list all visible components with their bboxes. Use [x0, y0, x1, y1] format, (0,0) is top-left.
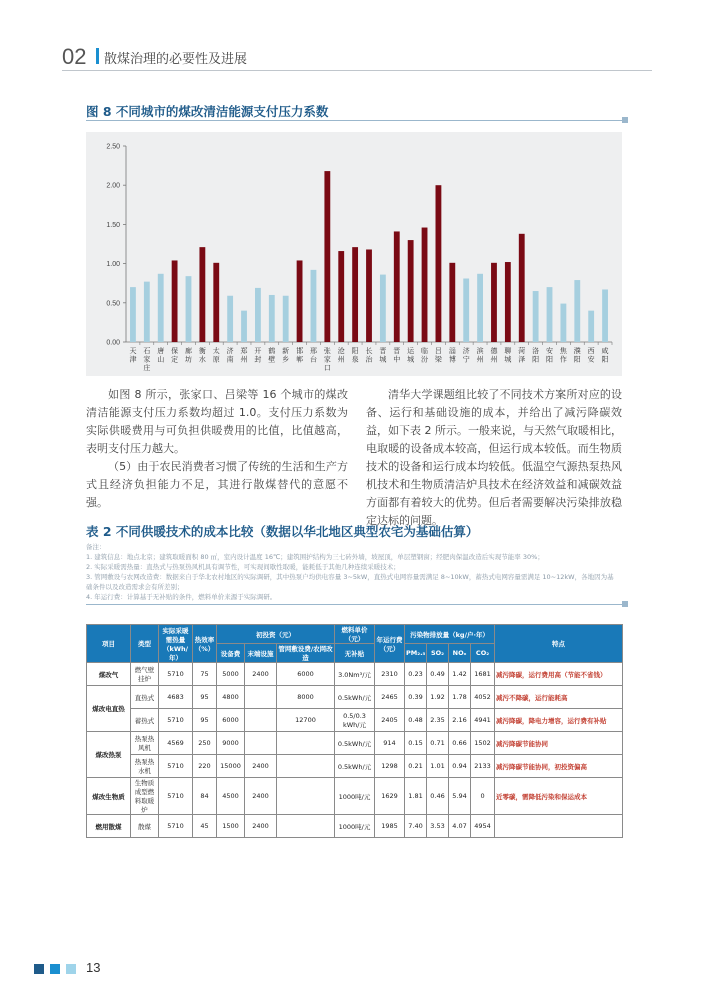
cell-type: 燃气壁挂炉 — [131, 663, 159, 686]
table-row — [87, 686, 623, 709]
cell-heat: 5710 — [159, 709, 193, 732]
header-so2: SO₂ — [427, 644, 449, 663]
cell-item: 煤改电直热 — [87, 686, 131, 732]
x-tick-label: 洛阳 — [532, 347, 540, 364]
section-number: 02 — [62, 44, 87, 69]
figure-title: 图 8 不同城市的煤改清洁能源支付压力系数 — [86, 104, 329, 119]
cost-comparison-table-wrap — [86, 624, 622, 860]
header-nox: NOₓ — [449, 644, 471, 663]
x-tick-label: 张家口 — [323, 347, 331, 372]
x-tick-label: 邢台 — [309, 347, 317, 364]
bar — [602, 289, 608, 342]
cell-grid: 12700 — [277, 709, 335, 732]
cell-co2: 4052 — [471, 686, 495, 709]
cell-equipment: 4800 — [217, 686, 245, 709]
cell-efficiency: 75 — [193, 663, 217, 686]
cell-pm25: 7.40 — [405, 815, 427, 838]
cell-end-facility: 2400 — [245, 663, 277, 686]
bar — [324, 171, 330, 342]
table-row — [87, 709, 623, 732]
cell-fuel-price: 1000吨/元 — [335, 778, 375, 815]
section-title: 散煤治理的必要性及进展 — [104, 52, 248, 67]
cell-efficiency: 250 — [193, 732, 217, 755]
header-item: 项目 — [87, 625, 131, 663]
x-tick-label: 新乡 — [282, 347, 290, 364]
cell-annual-cost: 914 — [375, 732, 405, 755]
bar — [130, 287, 136, 342]
cell-fuel-price: 0.5kWh/元 — [335, 686, 375, 709]
bar — [186, 276, 192, 342]
bar — [519, 234, 525, 342]
x-tick-label: 济宁 — [462, 347, 470, 364]
cell-grid: 6000 — [277, 663, 335, 686]
cell-pm25: 0.23 — [405, 663, 427, 686]
cell-grid — [277, 815, 335, 838]
x-tick-label: 石家庄 — [143, 347, 151, 372]
bar — [588, 311, 594, 342]
bar — [491, 263, 497, 342]
cell-efficiency: 220 — [193, 755, 217, 778]
cell-features: 减污降碳，降电力增容，运行费有补贴 — [495, 709, 623, 732]
x-tick-label: 滨州 — [476, 347, 484, 364]
x-tick-label: 焦作 — [559, 347, 567, 364]
table-note: 3. 管网敷设与农网改造费：数据来自于华北农村地区的实际调研，其中热泵户均供电容量 3~5kW，直热式电网容量需满足 8~10kW，蓄热式电网容量需满足 10~12kW，各地因为基础条件以及改造需求会有所差别； — [86, 573, 614, 591]
x-tick-label: 太原 — [212, 347, 220, 364]
x-tick-label: 晋城 — [379, 347, 387, 364]
header-heat-demand: 实际采暖需热量（kWh/年） — [159, 625, 193, 663]
cell-end-facility — [245, 732, 277, 755]
cell-pm25: 0.39 — [405, 686, 427, 709]
cell-co2: 4941 — [471, 709, 495, 732]
cell-so2: 1.92 — [427, 686, 449, 709]
page-number: 13 — [86, 960, 101, 975]
x-tick-label: 廊坊 — [184, 347, 192, 364]
cell-pm25: 1.81 — [405, 778, 427, 815]
x-tick-label: 安阳 — [546, 347, 554, 364]
header-end-facility: 末端设施 — [245, 644, 277, 663]
x-tick-label: 吕梁 — [434, 347, 442, 364]
cell-equipment: 6000 — [217, 709, 245, 732]
cell-pm25: 0.21 — [405, 755, 427, 778]
cell-end-facility — [245, 709, 277, 732]
header-type: 类型 — [131, 625, 159, 663]
cell-annual-cost: 2310 — [375, 663, 405, 686]
bar-chart — [86, 132, 622, 376]
x-tick-label: 咸阳 — [601, 347, 609, 364]
paragraph-figure-description: 如图 8 所示，张家口、吕梁等 16 个城市的煤改清洁能源支付压力系数均超过 1.0。支付压力系数为实际供暖费用与可负担供暖费用的比值，比值越高，表明支付压力越大。 — [86, 388, 348, 455]
bar — [366, 249, 372, 342]
y-tick-label: 2.50 — [106, 143, 120, 151]
x-tick-label: 菏泽 — [518, 347, 526, 364]
footer-square-mid — [50, 964, 60, 974]
cell-co2: 1681 — [471, 663, 495, 686]
bar — [574, 280, 580, 342]
cell-type: 蓄热式 — [131, 709, 159, 732]
cell-equipment: 9000 — [217, 732, 245, 755]
cell-type: 直热式 — [131, 686, 159, 709]
bar — [144, 282, 150, 342]
cost-comparison-table — [86, 624, 623, 838]
cell-equipment: 15000 — [217, 755, 245, 778]
cell-so2: 2.35 — [427, 709, 449, 732]
bar — [422, 228, 428, 342]
table-note: 2. 实际采暖需热量：直热式与热泵热风机具有调节性，可实现间歇性取暖，能耗低于其他几种连续采暖技术； — [86, 563, 400, 571]
header-fuel-price: 燃料单价（元） — [335, 625, 375, 644]
cell-efficiency: 95 — [193, 686, 217, 709]
header-features: 特点 — [495, 625, 623, 663]
cell-grid — [277, 755, 335, 778]
cell-type: 热泵热水机 — [131, 755, 159, 778]
header-divider — [62, 70, 652, 71]
x-tick-label: 德州 — [490, 347, 498, 364]
cell-type: 散煤 — [131, 815, 159, 838]
table-row — [87, 815, 623, 838]
bar — [380, 275, 386, 342]
bar — [436, 185, 442, 342]
table-row — [87, 663, 623, 686]
bar — [463, 278, 469, 342]
cell-so2: 0.71 — [427, 732, 449, 755]
cell-grid: 8000 — [277, 686, 335, 709]
table-row — [87, 755, 623, 778]
cell-pm25: 0.48 — [405, 709, 427, 732]
cell-co2: 1502 — [471, 732, 495, 755]
table-note: 4. 年运行费：计算基于无补贴的条件，燃料单价来源于实际调研。 — [86, 593, 277, 601]
cell-annual-cost: 2465 — [375, 686, 405, 709]
table-notes-underline — [86, 604, 622, 605]
bar — [477, 274, 483, 342]
header-co2: CO₂ — [471, 644, 495, 663]
cell-equipment: 4500 — [217, 778, 245, 815]
y-tick-label: 0.00 — [106, 339, 120, 347]
y-tick-label: 1.50 — [106, 221, 120, 229]
bar — [283, 296, 289, 342]
cell-annual-cost: 2405 — [375, 709, 405, 732]
x-tick-label: 晋中 — [393, 347, 401, 364]
table-note: 备注： — [86, 543, 106, 551]
x-tick-label: 临汾 — [421, 347, 429, 364]
footer-square-dark — [34, 964, 44, 974]
cell-fuel-price: 1000吨/元 — [335, 815, 375, 838]
cell-grid — [277, 732, 335, 755]
cell-features: 近零碳，需降低污染和保运成本 — [495, 778, 623, 815]
bar — [449, 263, 455, 342]
x-tick-label: 邯郸 — [296, 347, 304, 364]
bar — [560, 304, 566, 342]
cell-efficiency: 84 — [193, 778, 217, 815]
paragraph-tsinghua-comparison: 清华大学课题组比较了不同技术方案所对应的设备、运行和基础设施的成本，并给出了减污降碳效益，如下表 2 所示。一般来说，与天然气取暖相比，电取暖的设备成本较高，但运行成本较低。而生物质技术的设备和运行成本均较低。低温空气源热泵热风机技术和生物质清洁炉具技术在经济效益和减碳效益方面都有着较大的优势。但后者需要解决污染排放稳定达标的问题。 — [366, 388, 622, 527]
cell-equipment: 1500 — [217, 815, 245, 838]
x-tick-label: 天津 — [129, 347, 137, 364]
y-tick-label: 2.00 — [106, 182, 120, 190]
cell-type: 生物质成型燃料取暖炉 — [131, 778, 159, 815]
bar — [227, 296, 233, 342]
cell-heat: 5710 — [159, 815, 193, 838]
cell-nox: 4.07 — [449, 815, 471, 838]
x-tick-label: 郑州 — [240, 347, 248, 364]
cell-nox: 0.66 — [449, 732, 471, 755]
bar — [352, 247, 358, 342]
bar — [311, 270, 317, 342]
cell-item: 煤改热泵 — [87, 732, 131, 778]
cell-end-facility: 2400 — [245, 815, 277, 838]
x-tick-label: 唐山 — [157, 347, 165, 364]
cell-so2: 3.53 — [427, 815, 449, 838]
cell-heat: 5710 — [159, 778, 193, 815]
x-tick-label: 济南 — [226, 347, 234, 364]
cell-item: 煤改气 — [87, 663, 131, 686]
cell-co2: 2133 — [471, 755, 495, 778]
cell-efficiency: 45 — [193, 815, 217, 838]
header-no-subsidy: 无补贴 — [335, 644, 375, 663]
header-initial-investment: 初投资（元） — [217, 625, 335, 644]
cell-fuel-price: 0.5/0.3 kWh/元 — [335, 709, 375, 732]
bar — [199, 247, 205, 342]
footer-square-light — [66, 964, 76, 974]
table-note: 1. 建筑信息：地点北京；建筑取暖面积 80 ㎡，室内设计温度 16℃；建筑围护结构为三七砖外墙，坡屋顶，单层塑钢窗；经肥肉保温改造后实现节能率 30%； — [86, 553, 544, 561]
cell-item: 煤改生物质 — [87, 778, 131, 815]
bar — [338, 251, 344, 342]
cell-co2: 4954 — [471, 815, 495, 838]
bar — [533, 291, 539, 342]
bar — [505, 262, 511, 342]
cell-grid — [277, 778, 335, 815]
x-tick-label: 开封 — [254, 347, 262, 364]
figure-title-underline — [86, 120, 622, 121]
cell-pm25: 0.15 — [405, 732, 427, 755]
cell-nox: 0.94 — [449, 755, 471, 778]
table-row — [87, 778, 623, 815]
table-row — [87, 732, 623, 755]
table-title: 表 2 不同供暖技术的成本比较（数据以华北地区典型农宅为基础估算） — [86, 524, 479, 539]
y-tick-label: 0.50 — [106, 300, 120, 308]
cell-nox: 1.42 — [449, 663, 471, 686]
bar — [297, 260, 303, 342]
header-grid-renovation: 管网敷设费/农网改造 — [278, 645, 333, 662]
cell-type: 热泵热风机 — [131, 732, 159, 755]
cell-efficiency: 95 — [193, 709, 217, 732]
page-header — [62, 44, 652, 70]
cell-annual-cost: 1985 — [375, 815, 405, 838]
x-tick-label: 长治 — [365, 347, 373, 364]
bar — [213, 263, 219, 342]
cell-heat: 5710 — [159, 663, 193, 686]
cell-heat: 4569 — [159, 732, 193, 755]
cell-end-facility — [245, 686, 277, 709]
x-tick-label: 阳泉 — [351, 347, 359, 364]
section-accent-bar — [96, 48, 99, 64]
bar — [394, 231, 400, 342]
cell-features: 减污降碳，运行费用高（节能不省钱） — [495, 663, 623, 686]
cell-fuel-price: 0.5kWh/元 — [335, 732, 375, 755]
cell-item: 燃用散煤 — [87, 815, 131, 838]
header-annual-cost: 年运行费（元） — [375, 625, 405, 663]
bar — [158, 274, 164, 342]
x-tick-label: 鹤壁 — [268, 347, 276, 364]
bar — [408, 240, 414, 342]
cell-fuel-price: 3.0Nm³/元 — [335, 663, 375, 686]
cell-annual-cost: 1298 — [375, 755, 405, 778]
cell-nox: 1.78 — [449, 686, 471, 709]
cell-features — [495, 815, 623, 838]
x-tick-label: 运城 — [407, 347, 415, 364]
cell-features: 减污降碳节能协同 — [495, 732, 623, 755]
header-pm25: PM₂.₅ — [405, 644, 427, 663]
bar-chart-panel — [86, 132, 622, 376]
header-efficiency: 热效率（%） — [193, 625, 217, 663]
cell-heat: 4683 — [159, 686, 193, 709]
cell-nox: 5.94 — [449, 778, 471, 815]
y-tick-label: 1.00 — [106, 261, 120, 269]
cell-annual-cost: 1629 — [375, 778, 405, 815]
x-tick-label: 衡水 — [198, 347, 206, 364]
bar — [255, 288, 261, 342]
cell-equipment: 5000 — [217, 663, 245, 686]
x-tick-label: 保定 — [171, 347, 179, 364]
bar — [241, 311, 247, 342]
cell-end-facility: 2400 — [245, 755, 277, 778]
cell-so2: 0.46 — [427, 778, 449, 815]
cell-so2: 1.01 — [427, 755, 449, 778]
x-tick-label: 淄博 — [448, 347, 456, 364]
x-tick-label: 聊城 — [504, 347, 512, 364]
bar — [172, 260, 178, 342]
x-tick-label: 沧州 — [337, 347, 345, 364]
cell-fuel-price: 0.5kWh/元 — [335, 755, 375, 778]
x-tick-label: 濮阳 — [573, 347, 581, 364]
header-equipment: 设备费 — [217, 644, 245, 663]
cell-features: 减污不降碳，运行能耗高 — [495, 686, 623, 709]
bar — [547, 287, 553, 342]
cell-nox: 2.16 — [449, 709, 471, 732]
x-tick-label: 西安 — [587, 347, 595, 364]
cell-heat: 5710 — [159, 755, 193, 778]
cell-end-facility: 2400 — [245, 778, 277, 815]
table-notes — [86, 542, 620, 602]
cell-co2: 0 — [471, 778, 495, 815]
cell-features: 减污降碳节能协同，初投资偏高 — [495, 755, 623, 778]
paragraph-consumer-habits: （5）由于农民消费者习惯了传统的生活和生产方式且经济负担能力不足，其进行散煤替代的意愿不强。 — [86, 460, 348, 509]
bar — [269, 295, 275, 342]
cell-so2: 0.49 — [427, 663, 449, 686]
header-emissions: 污染物排放量（kg/户·年） — [405, 625, 495, 644]
